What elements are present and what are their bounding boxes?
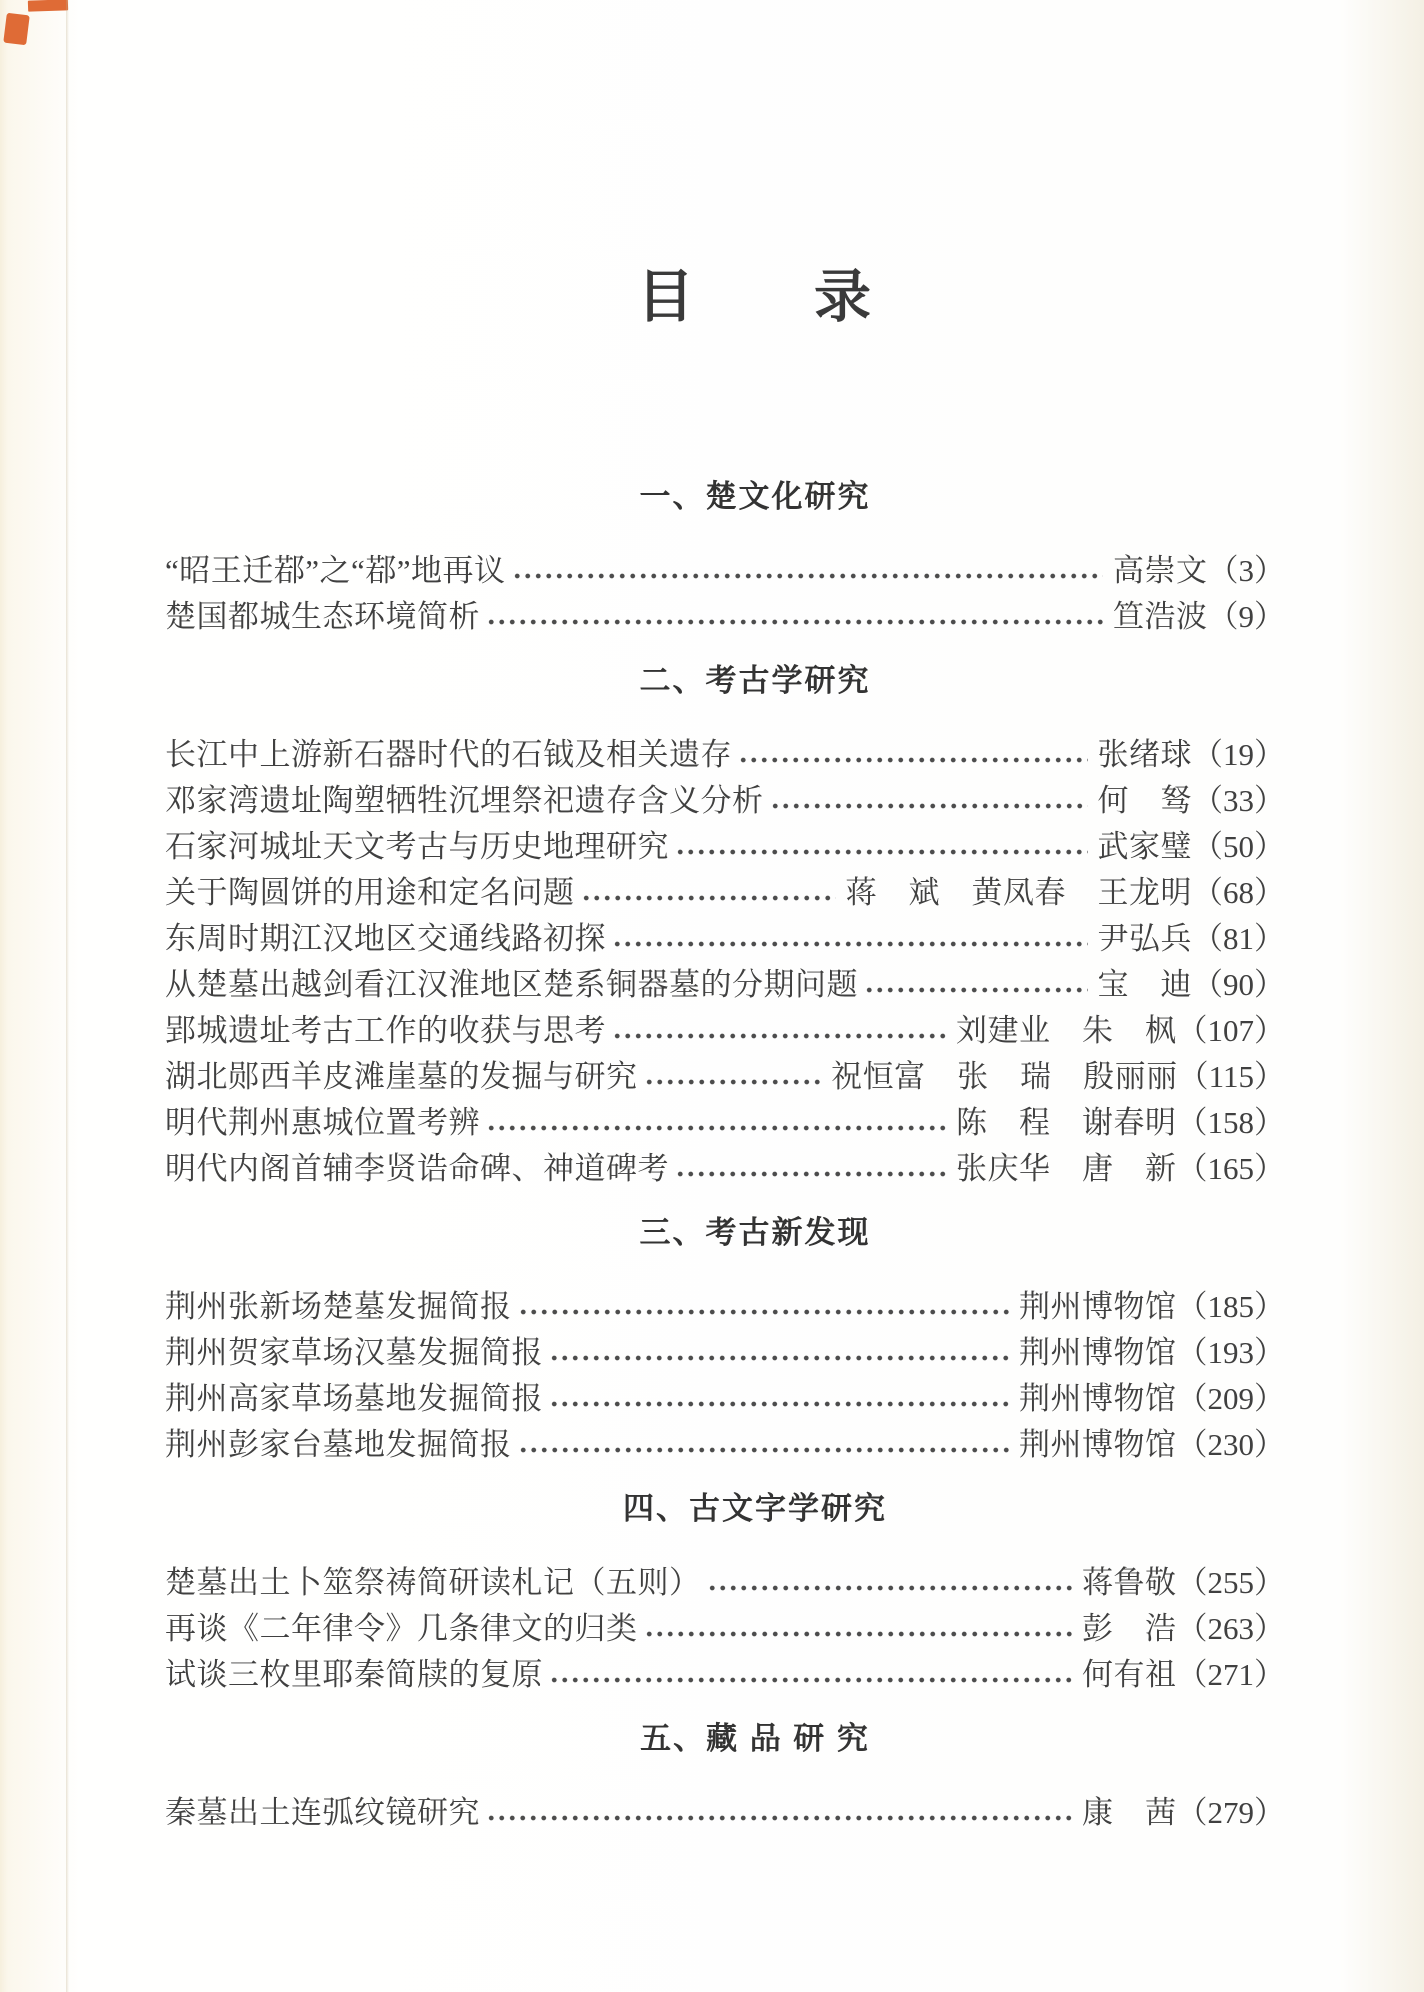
toc-entry (165, 866, 1285, 912)
entry-title: 石家河城址天文考古与历史地理研究 (165, 828, 669, 864)
entry-authors: 刘建业 朱 枫 (956, 1012, 1177, 1048)
entry-page-number: （50） (1192, 828, 1285, 864)
toc-entry (165, 728, 1285, 774)
entry-page-number: （33） (1192, 782, 1285, 818)
entry-authors: 何 驽 (1097, 782, 1192, 818)
entry-title: 秦墓出土连弧纹镜研究 (165, 1794, 480, 1830)
dot-leader (486, 1096, 946, 1142)
entry-page-number: （279） (1176, 1794, 1285, 1830)
toc-entry (165, 1786, 1285, 1832)
toc-entry (165, 820, 1285, 866)
toc-entry (165, 1648, 1285, 1694)
entry-page-number: （3） (1207, 552, 1285, 588)
entry-authors: 笪浩波 (1113, 598, 1208, 634)
section-entries (165, 1556, 1285, 1694)
section-heading: 五、藏 品 研 究 (640, 1721, 870, 1756)
entry-page-number: （255） (1176, 1564, 1285, 1600)
toc-section (165, 1492, 1285, 1694)
toc-section (165, 1722, 1285, 1832)
toc-section (165, 1216, 1285, 1464)
entry-title: 荆州彭家台墓地发掘简报 (165, 1426, 512, 1462)
section-entries (165, 1280, 1285, 1464)
dot-leader (707, 1556, 1073, 1602)
entry-authors: 彭 浩 (1082, 1610, 1177, 1646)
toc-entry (165, 1326, 1285, 1372)
entry-authors: 荆州博物馆 (1019, 1334, 1177, 1370)
dot-leader (612, 1004, 946, 1050)
entry-authors: 宝 迪 (1097, 966, 1192, 1002)
entry-title: 再谈《二年律令》几条律文的归类 (165, 1610, 638, 1646)
section-heading: 一、楚文化研究 (639, 479, 871, 514)
entry-authors: 荆州博物馆 (1019, 1288, 1177, 1324)
toc-entry (165, 774, 1285, 820)
section-heading: 三、考古新发现 (639, 1215, 871, 1250)
scan-artifact-mark (28, 0, 68, 12)
section-heading: 四、古文字学研究 (623, 1491, 887, 1526)
entry-page-number: （158） (1176, 1104, 1285, 1140)
entry-title: “昭王迁鄀”之“鄀”地再议 (165, 552, 506, 588)
entry-page-number: （185） (1176, 1288, 1285, 1324)
entry-authors: 武家璧 (1097, 828, 1192, 864)
entry-page-number: （68） (1192, 874, 1285, 910)
toc-entry (165, 1602, 1285, 1648)
entry-page-number: （230） (1176, 1426, 1285, 1462)
entry-authors: 尹弘兵 (1097, 920, 1192, 956)
scan-artifact-mark (3, 13, 29, 46)
entry-authors: 张庆华 唐 新 (956, 1150, 1177, 1186)
entry-authors: 张绪球 (1097, 736, 1192, 772)
toc-entry (165, 1050, 1285, 1096)
dot-leader (581, 866, 836, 912)
entry-title: 关于陶圆饼的用途和定名问题 (165, 874, 575, 910)
dot-leader (549, 1326, 1009, 1372)
entry-authors: 荆州博物馆 (1019, 1426, 1177, 1462)
entry-title: 荆州高家草场墓地发掘简报 (165, 1380, 543, 1416)
dot-leader (644, 1050, 822, 1096)
toc-entry (165, 544, 1285, 590)
entry-authors: 何有祖 (1082, 1656, 1177, 1692)
toc-entry (165, 958, 1285, 1004)
toc-section (165, 664, 1285, 1188)
entry-title: 试谈三枚里耶秦简牍的复原 (165, 1656, 543, 1692)
entry-page-number: （90） (1192, 966, 1285, 1002)
entry-title: 从楚墓出越剑看江汉淮地区楚系铜器墓的分期问题 (165, 966, 858, 1002)
section-entries (165, 1786, 1285, 1832)
page-title: 目 录 (637, 266, 873, 329)
entry-page-number: （81） (1192, 920, 1285, 956)
entry-title: 东周时期江汉地区交通线路初探 (165, 920, 606, 956)
toc-entry (165, 1556, 1285, 1602)
entry-page-number: （165） (1176, 1150, 1285, 1186)
entry-page-number: （9） (1207, 598, 1285, 634)
entry-page-number: （209） (1176, 1380, 1285, 1416)
dot-leader (675, 820, 1088, 866)
entry-title: 湖北郧西羊皮滩崖墓的发掘与研究 (165, 1058, 638, 1094)
dot-leader (486, 590, 1103, 636)
entry-title: 明代内阁首辅李贤诰命碑、神道碑考 (165, 1150, 669, 1186)
entry-title: 楚国都城生态环境简析 (165, 598, 480, 634)
dot-leader (612, 912, 1088, 958)
dot-leader (738, 728, 1088, 774)
entry-title: 长江中上游新石器时代的石钺及相关遗存 (165, 736, 732, 772)
dot-leader (675, 1142, 946, 1188)
entry-authors: 蒋 斌 黄凤春 王龙明 (845, 874, 1192, 910)
section-heading: 二、考古学研究 (639, 663, 871, 698)
entry-title: 荆州张新场楚墓发掘简报 (165, 1288, 512, 1324)
section-entries (165, 728, 1285, 1188)
toc-entry (165, 1372, 1285, 1418)
toc-entry (165, 912, 1285, 958)
dot-leader (486, 1786, 1072, 1832)
entry-title: 楚墓出土卜筮祭祷简研读札记（五则） (165, 1564, 701, 1600)
toc-entry (165, 590, 1285, 636)
dot-leader (512, 544, 1103, 590)
entry-authors: 陈 程 谢春明 (956, 1104, 1177, 1140)
entry-authors: 康 茜 (1082, 1794, 1177, 1830)
toc-sections (165, 480, 1285, 1832)
toc-entry (165, 1096, 1285, 1142)
entry-authors: 蒋鲁敬 (1082, 1564, 1177, 1600)
entry-page-number: （115） (1177, 1058, 1285, 1094)
entry-page-number: （19） (1192, 736, 1285, 772)
toc-entry (165, 1418, 1285, 1464)
toc-entry (165, 1004, 1285, 1050)
toc-entry (165, 1280, 1285, 1326)
entry-title: 邓家湾遗址陶塑牺牲沉埋祭祀遗存含义分析 (165, 782, 764, 818)
entry-title: 明代荆州惠城位置考辨 (165, 1104, 480, 1140)
dot-leader (549, 1372, 1009, 1418)
entry-title: 郢城遗址考古工作的收获与思考 (165, 1012, 606, 1048)
entry-authors: 荆州博物馆 (1019, 1380, 1177, 1416)
entry-title: 荆州贺家草场汉墓发掘简报 (165, 1334, 543, 1370)
entry-page-number: （107） (1176, 1012, 1285, 1048)
entry-page-number: （263） (1176, 1610, 1285, 1646)
entry-page-number: （271） (1176, 1656, 1285, 1692)
toc-entry (165, 1142, 1285, 1188)
entry-page-number: （193） (1176, 1334, 1285, 1370)
dot-leader (518, 1280, 1010, 1326)
dot-leader (549, 1648, 1072, 1694)
dot-leader (644, 1602, 1073, 1648)
entry-authors: 高崇文 (1113, 552, 1208, 588)
dot-leader (770, 774, 1088, 820)
page-left-crease (66, 0, 69, 1992)
section-entries (165, 544, 1285, 636)
toc-section (165, 480, 1285, 636)
dot-leader (518, 1418, 1010, 1464)
entry-authors: 祝恒富 张 瑞 殷丽丽 (831, 1058, 1178, 1094)
dot-leader (864, 958, 1088, 1004)
toc-content (165, 0, 1285, 1832)
